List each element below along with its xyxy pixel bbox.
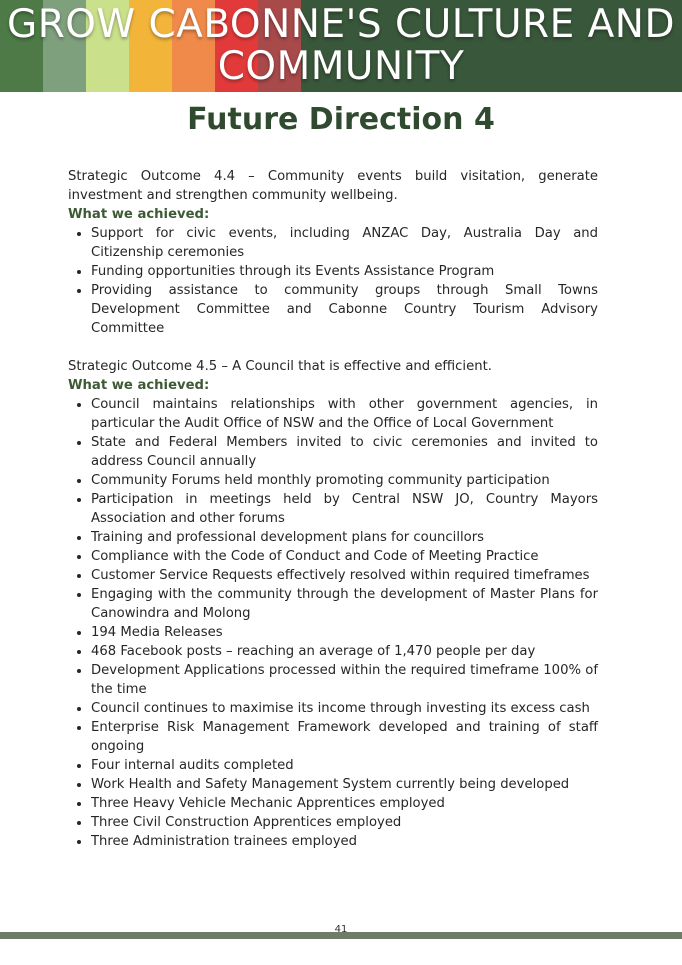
- list-item: • Development Applications processed within the required timeframe 100% of the time: [91, 661, 598, 699]
- main-content: [68, 167, 598, 851]
- list-item: • Community Forums held monthly promoting community participation: [91, 471, 598, 490]
- banner-title-line1: GROW CABONNE'S CULTURE AND: [6, 2, 676, 47]
- list-item: • Funding opportunities through its Events Assistance Program: [91, 262, 598, 281]
- achievement-list: [68, 395, 598, 851]
- list-item: • 468 Facebook posts – reaching an average of 1,470 people per day: [91, 642, 598, 661]
- list-item: • Work Health and Safety Management System currently being developed: [91, 775, 598, 794]
- list-item: • 194 Media Releases: [91, 623, 598, 642]
- banner-title-line2: COMMUNITY: [217, 44, 465, 89]
- list-item: • Enterprise Risk Management Framework developed and training of staff ongoing: [91, 718, 598, 756]
- list-item: • Customer Service Requests effectively resolved within required timeframes: [91, 566, 598, 585]
- list-item: • Providing assistance to community groups through Small Towns Development Committee and Cabonne Country Tourism Advisory Committee: [91, 281, 598, 338]
- list-item: • Three Administration trainees employed: [91, 832, 598, 851]
- section-heading: What we achieved:: [68, 207, 210, 222]
- spacer: [68, 338, 598, 357]
- list-item: • Support for civic events, including ANZAC Day, Australia Day and Citizenship ceremonies: [91, 224, 598, 262]
- list-item: • State and Federal Members invited to civic ceremonies and invited to address Council annually: [91, 433, 598, 471]
- list-item: • Participation in meetings held by Central NSW JO, Country Mayors Association and other forums: [91, 490, 598, 528]
- list-item: • Engaging with the community through the development of Master Plans for Canowindra and Molong: [91, 585, 598, 623]
- achievement-list: [68, 224, 598, 338]
- list-item: • Four internal audits completed: [91, 756, 598, 775]
- page-number: 41: [334, 924, 348, 935]
- list-item: • Three Civil Construction Apprentices employed: [91, 813, 598, 832]
- section-heading: What we achieved:: [68, 378, 210, 393]
- list-item: • Training and professional development plans for councillors: [91, 528, 598, 547]
- strategic-outcome-text: Strategic Outcome 4.5 – A Council that is effective and efficient.: [68, 359, 492, 374]
- list-item: • Council continues to maximise its income through investing its excess cash: [91, 699, 598, 718]
- page-title: Future Direction 4: [187, 102, 495, 137]
- strategic-outcome-text: Strategic Outcome 4.4 – Community events build visitation, generate investment and strengthen community wellbeing.: [68, 169, 598, 203]
- list-item: • Compliance with the Code of Conduct and Code of Meeting Practice: [91, 547, 598, 566]
- list-item: • Three Heavy Vehicle Mechanic Apprentices employed: [91, 794, 598, 813]
- banner-title: [0, 4, 682, 88]
- list-item: • Council maintains relationships with other government agencies, in particular the Audit Office of NSW and the Office of Local Government: [91, 395, 598, 433]
